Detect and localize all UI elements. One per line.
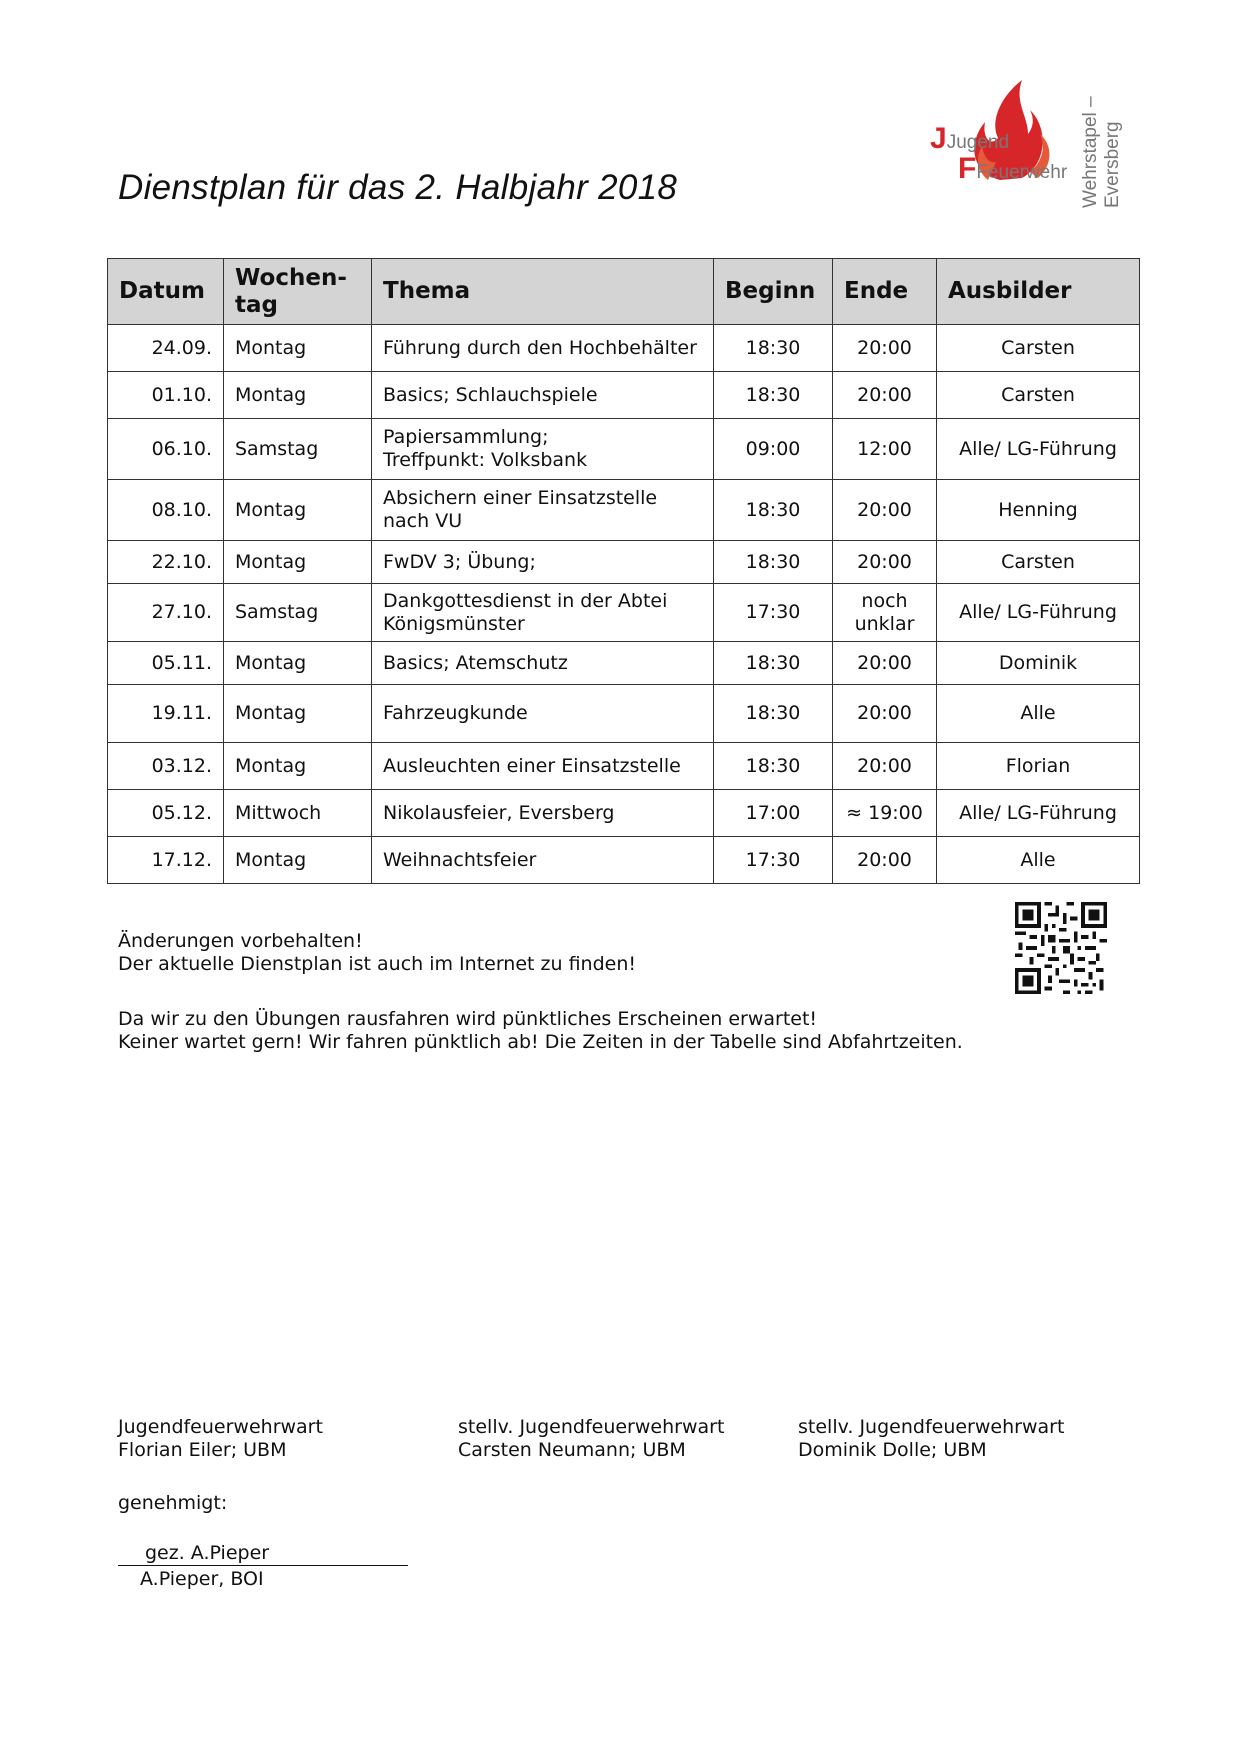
cell-date-text: 08.10. — [151, 498, 212, 521]
cell-date — [108, 480, 224, 541]
cell-end — [833, 743, 937, 790]
cell-trainer — [937, 790, 1140, 837]
cell-end-text: 20:00 — [857, 383, 912, 406]
table-row — [108, 642, 1140, 685]
cell-topic-text: Königsmünster — [383, 612, 525, 635]
cell-weekday — [224, 743, 372, 790]
table-row — [108, 837, 1140, 884]
cell-start — [714, 541, 833, 584]
cell-date-text: 19.11. — [151, 702, 212, 724]
cell-start-text: 18:30 — [745, 336, 801, 359]
cell-topic — [372, 584, 714, 642]
signature-name: Dominik Dolle; UBM — [798, 1439, 987, 1461]
col-header-start: Beginn — [714, 259, 833, 325]
cell-weekday-text: Montag — [235, 754, 307, 777]
cell-weekday — [224, 642, 372, 685]
cell-weekday — [224, 325, 372, 372]
cell-trainer — [937, 837, 1140, 884]
signature-block-warden — [118, 1416, 323, 1462]
cell-trainer-text: Alle/ LG-Führung — [959, 437, 1117, 460]
cell-trainer — [937, 584, 1140, 642]
cell-topic — [372, 837, 714, 884]
cell-start-text: 17:00 — [745, 801, 801, 824]
note-changes-reserved: Änderungen vorbehalten! — [118, 930, 363, 952]
cell-trainer — [937, 642, 1140, 685]
col-header-end: Ende — [833, 259, 937, 325]
cell-weekday-text: Montag — [235, 848, 307, 871]
cell-trainer-text: Carsten — [1001, 550, 1075, 573]
cell-topic — [372, 480, 714, 541]
cell-end — [833, 584, 937, 642]
logo-letter-j: J — [930, 122, 947, 155]
cell-topic — [372, 372, 714, 419]
cell-start-text: 18:30 — [745, 383, 801, 406]
cell-weekday — [224, 372, 372, 419]
table-row — [108, 419, 1140, 480]
table-row — [108, 372, 1140, 419]
signature-block-deputy-2 — [798, 1416, 1064, 1462]
cell-date — [108, 584, 224, 642]
cell-end-text: unklar — [854, 612, 915, 635]
cell-end — [833, 837, 937, 884]
cell-start — [714, 790, 833, 837]
cell-date — [108, 541, 224, 584]
cell-trainer-text: Alle — [1020, 702, 1056, 724]
cell-date-text: 03.12. — [151, 754, 212, 777]
cell-end — [833, 480, 937, 541]
table-row — [108, 325, 1140, 372]
cell-topic — [372, 419, 714, 480]
cell-weekday-text: Montag — [235, 498, 307, 521]
cell-trainer — [937, 685, 1140, 743]
cell-start-text: 17:30 — [745, 601, 801, 623]
qr-code — [1015, 902, 1107, 994]
cell-trainer — [937, 480, 1140, 541]
cell-date-text: 17.12. — [151, 848, 212, 871]
cell-date-text: 24.09. — [151, 336, 212, 359]
cell-weekday — [224, 837, 372, 884]
cell-trainer-text: Henning — [998, 498, 1078, 521]
cell-start — [714, 480, 833, 541]
cell-end — [833, 419, 937, 480]
logo — [930, 72, 1130, 208]
cell-topic-text: Dankgottesdienst in der Abtei — [383, 589, 668, 612]
cell-date-text: 05.11. — [151, 651, 212, 674]
cell-date — [108, 642, 224, 685]
col-header-date: Datum — [108, 259, 224, 325]
cell-topic-text: FwDV 3; Übung; — [383, 550, 536, 573]
cell-date-text: 27.10. — [151, 601, 212, 623]
logo-word-feuerwehr: Feuerwehr — [976, 162, 1068, 183]
table-row — [108, 685, 1140, 743]
cell-topic-text: Ausleuchten einer Einsatzstelle — [383, 754, 681, 777]
cell-topic — [372, 743, 714, 790]
cell-topic — [372, 790, 714, 837]
cell-date-text: 05.12. — [151, 801, 212, 824]
note-punctuality: Da wir zu den Übungen rausfahren wird pünktliches Erscheinen erwartet! — [118, 1008, 818, 1030]
cell-weekday — [224, 541, 372, 584]
note-online: Der aktuelle Dienstplan ist auch im Internet zu finden! — [118, 953, 637, 975]
signature-block-deputy-1 — [458, 1416, 724, 1462]
cell-end — [833, 541, 937, 584]
cell-date — [108, 790, 224, 837]
cell-start-text: 18:30 — [745, 550, 801, 573]
col-header-weekday — [224, 259, 372, 325]
cell-start — [714, 685, 833, 743]
cell-start — [714, 743, 833, 790]
notes-block-1 — [118, 930, 636, 976]
cell-topic-text: Nikolausfeier, Eversberg — [383, 801, 615, 824]
cell-weekday — [224, 584, 372, 642]
cell-end — [833, 642, 937, 685]
cell-trainer-text: Alle — [1020, 848, 1056, 871]
signature-line: gez. A.Pieper — [118, 1542, 408, 1566]
cell-end-text: 12:00 — [857, 437, 912, 460]
cell-date — [108, 685, 224, 743]
table-row — [108, 541, 1140, 584]
cell-date — [108, 372, 224, 419]
table-row — [108, 584, 1140, 642]
cell-topic-text: Weihnachtsfeier — [383, 848, 537, 871]
cell-trainer-text: Carsten — [1001, 383, 1075, 406]
approver-name: A.Pieper, BOI — [140, 1568, 264, 1590]
cell-end-text: 20:00 — [857, 848, 912, 871]
cell-weekday — [224, 419, 372, 480]
cell-weekday — [224, 685, 372, 743]
cell-weekday-text: Montag — [235, 550, 307, 573]
cell-start — [714, 372, 833, 419]
signature-role: stellv. Jugendfeuerwehrwart — [458, 1416, 725, 1438]
cell-weekday-text: Montag — [235, 336, 307, 359]
cell-end-text: 20:00 — [857, 754, 912, 777]
cell-trainer-text: Alle/ LG-Führung — [959, 601, 1117, 623]
cell-start — [714, 837, 833, 884]
cell-start — [714, 325, 833, 372]
table-header-row — [108, 259, 1140, 325]
logo-word-jugend: Jugend — [946, 132, 1010, 153]
logo-letter-f: F — [958, 152, 977, 185]
cell-start — [714, 419, 833, 480]
cell-topic-text: Basics; Atemschutz — [383, 651, 568, 674]
cell-start-text: 18:30 — [745, 651, 801, 674]
cell-end-text: 20:00 — [857, 336, 912, 359]
logo-side-line1: Wehrstapel – — [1080, 96, 1101, 208]
notes-block-2 — [118, 1008, 963, 1054]
cell-start-text: 18:30 — [745, 754, 801, 777]
signature-role: stellv. Jugendfeuerwehrwart — [798, 1416, 1065, 1438]
cell-weekday — [224, 480, 372, 541]
cell-trainer — [937, 325, 1140, 372]
cell-start-text: 18:30 — [745, 498, 801, 521]
logo-side-line2: Eversberg — [1102, 121, 1123, 208]
cell-start-text: 18:30 — [745, 702, 801, 724]
cell-weekday — [224, 790, 372, 837]
cell-topic — [372, 325, 714, 372]
cell-date-text: 06.10. — [151, 437, 212, 460]
cell-trainer — [937, 419, 1140, 480]
cell-trainer-text: Dominik — [998, 651, 1078, 674]
cell-topic — [372, 685, 714, 743]
col-header-weekday-line1: Wochen- — [235, 264, 347, 291]
cell-end-text: noch — [861, 589, 908, 612]
cell-trainer — [937, 743, 1140, 790]
cell-topic-text: Führung durch den Hochbehälter — [383, 336, 697, 359]
cell-topic-text: nach VU — [383, 510, 463, 532]
cell-trainer-text: Florian — [1005, 754, 1071, 777]
cell-date — [108, 743, 224, 790]
note-departure: Keiner wartet gern! Wir fahren pünktlich ab! Die Zeiten in der Tabelle sind Abfahrtzeiten. — [118, 1031, 963, 1053]
cell-start-text: 09:00 — [745, 437, 801, 460]
cell-end — [833, 685, 937, 743]
cell-weekday-text: Montag — [235, 383, 307, 406]
cell-start — [714, 584, 833, 642]
signature-name: Florian Eiler; UBM — [118, 1439, 287, 1461]
cell-topic-text: Basics; Schlauchspiele — [383, 383, 598, 406]
logo-side-text — [1080, 72, 1126, 208]
cell-topic-text: Fahrzeugkunde — [383, 702, 528, 724]
cell-end-text: 20:00 — [857, 550, 912, 573]
cell-end-text: 20:00 — [857, 651, 912, 674]
cell-date-text: 22.10. — [151, 550, 212, 573]
cell-weekday-text: Samstag — [235, 601, 319, 623]
table-row — [108, 480, 1140, 541]
cell-weekday-text: Mittwoch — [235, 801, 322, 824]
cell-date-text: 01.10. — [151, 383, 212, 406]
cell-trainer-text: Carsten — [1001, 336, 1075, 359]
cell-topic — [372, 541, 714, 584]
cell-end — [833, 790, 937, 837]
cell-trainer — [937, 372, 1140, 419]
signature-name: Carsten Neumann; UBM — [458, 1439, 686, 1461]
cell-date — [108, 419, 224, 480]
table-row — [108, 743, 1140, 790]
cell-weekday-text: Samstag — [235, 437, 319, 460]
cell-end-text: 20:00 — [857, 702, 912, 724]
approved-label: genehmigt: — [118, 1492, 228, 1514]
cell-topic-text: Treffpunkt: Volksbank — [383, 449, 588, 471]
cell-topic-text: Papiersammlung; — [383, 426, 549, 448]
cell-start — [714, 642, 833, 685]
col-header-topic: Thema — [372, 259, 714, 325]
cell-end-text: 20:00 — [857, 498, 912, 521]
col-header-weekday-line2: tag — [235, 291, 278, 318]
col-header-trainer: Ausbilder — [937, 259, 1140, 325]
cell-date — [108, 837, 224, 884]
cell-weekday-text: Montag — [235, 651, 307, 674]
cell-end — [833, 325, 937, 372]
schedule-table — [107, 258, 1140, 884]
cell-topic-text: Absichern einer Einsatzstelle — [383, 487, 658, 509]
cell-trainer-text: Alle/ LG-Führung — [959, 801, 1117, 824]
cell-start-text: 17:30 — [745, 848, 801, 871]
table-row — [108, 790, 1140, 837]
cell-end — [833, 372, 937, 419]
cell-date — [108, 325, 224, 372]
cell-topic — [372, 642, 714, 685]
page-title: Dienstplan für das 2. Halbjahr 2018 — [118, 168, 678, 207]
cell-weekday-text: Montag — [235, 702, 307, 724]
signature-role: Jugendfeuerwehrwart — [118, 1416, 323, 1438]
cell-end-text: ≈ 19:00 — [846, 801, 923, 824]
cell-trainer — [937, 541, 1140, 584]
